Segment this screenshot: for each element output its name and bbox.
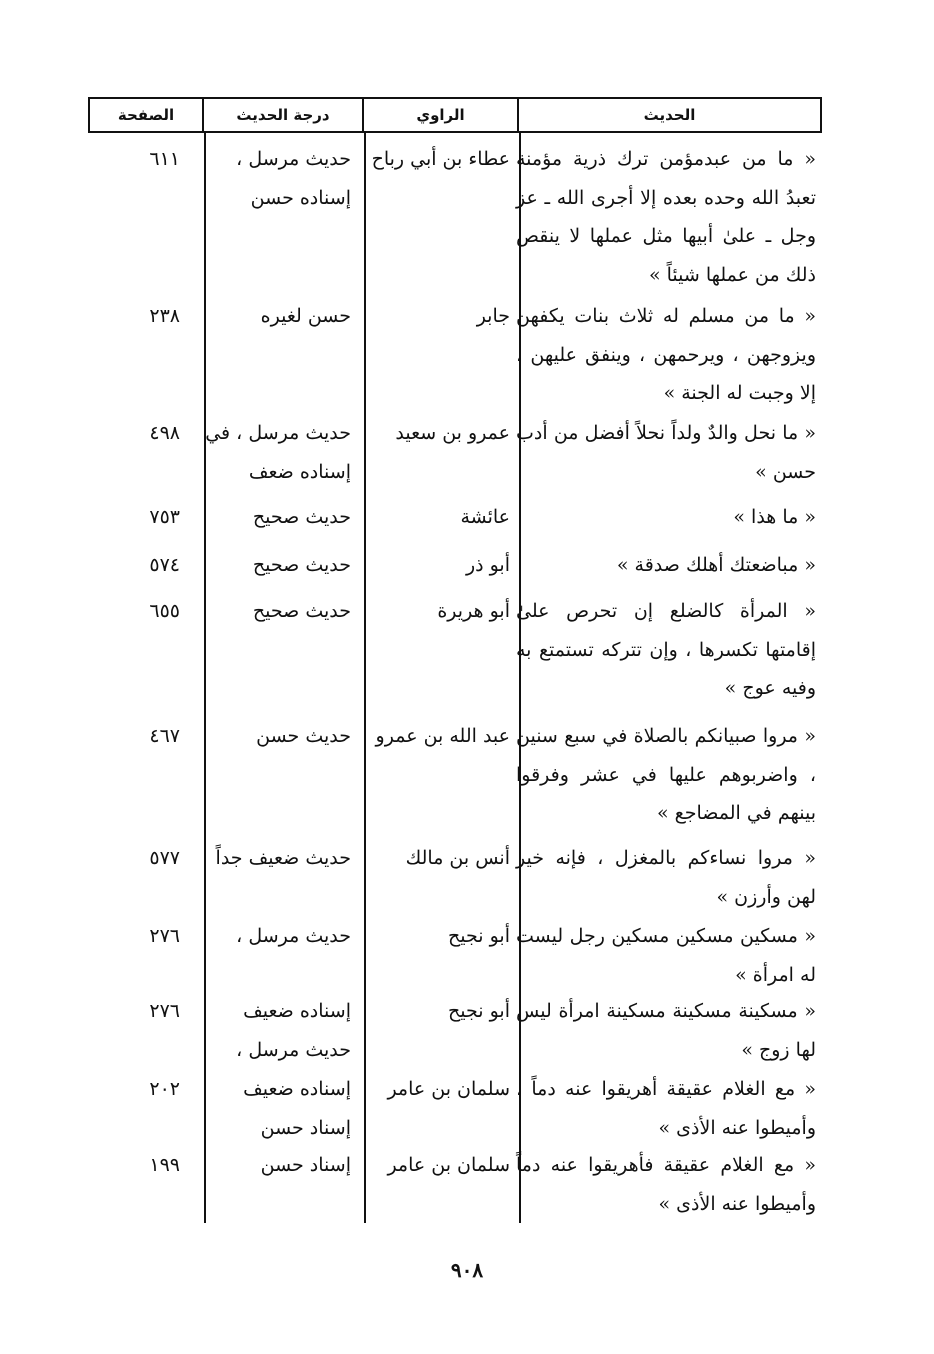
hadith-grade: إسناد حسن <box>260 1154 351 1176</box>
page-number: ٥٧٧ <box>149 847 180 869</box>
hadith-grade: حديث صحيح <box>252 506 351 528</box>
hadith-grade: حديث صحيح <box>252 554 351 576</box>
page-number: ١٩٩ <box>149 1154 180 1176</box>
hadith-text: « مسكين مسكين مسكين رجل ليست له امرأة » <box>516 925 816 986</box>
hadith-grade: إسناده ضعيف إسناد حسن <box>243 1078 351 1139</box>
hadith-grade: حديث مرسل ، إسناده حسن <box>236 148 351 209</box>
page-number: ٢٠٢ <box>149 1078 180 1100</box>
page-number: ٤٦٧ <box>149 725 180 747</box>
hadith-text: « ما من مسلم له ثلاث بنات يكفهن ويزوجهن ، ويرحمهن ، وينفق عليهن ، إلا وجبت له الجنة » <box>516 305 816 404</box>
hadith-text: « ما هذا » <box>733 506 816 528</box>
page-number: ٢٧٦ <box>149 925 180 947</box>
page-number: ٧٥٣ <box>149 506 180 528</box>
narrator: عائشة <box>460 506 510 528</box>
hadith-text: « المرأة كالضلع إن تحرص علىٰ إقامتها تكسرها ، وإن تتركه تستمتع به وفيه عوج » <box>516 600 816 699</box>
hadith-text: « مباضعتك أهلك صدقة » <box>616 554 816 576</box>
column-header-narrator: الراوي <box>362 99 517 131</box>
narrator: عبد الله بن عمرو <box>375 725 510 747</box>
narrator: عطاء بن أبي رباح <box>371 148 510 170</box>
narrator: جابر <box>476 305 510 327</box>
page-number: ٢٧٦ <box>149 1000 180 1022</box>
hadith-text: « ما من عبدمؤمن ترك ذرية مؤمنة تعبدُ الله وحده بعده إلا أجرى الله ـ عز وجل ـ علىٰ أبيها مثل عملها لا ينقص ذلك من عملها شيئاً » <box>516 148 816 286</box>
hadith-grade: حديث ضعيف جداً <box>215 847 351 869</box>
hadith-grade: حديث حسن <box>256 725 351 747</box>
hadith-grade: حديث مرسل ، في إسناده ضعف <box>205 422 351 483</box>
hadith-text: « ما نحل والدٌ ولداً نحلاً أفضل من أدب حسن » <box>516 422 816 483</box>
column-header-page: الصفحة <box>117 106 175 124</box>
narrator: أبو نجيح <box>448 1000 510 1022</box>
hadith-grade: إسناده ضعيف حديث مرسل ، <box>236 1000 351 1061</box>
footer-page-number: ٩٠٨ <box>450 1258 484 1282</box>
narrator: أبو نجيح <box>448 925 510 947</box>
page-number: ٦١١ <box>149 148 180 170</box>
hadith-text: « مروا صبيانكم بالصلاة في سبع سنين ، واضربوهم عليها في عشر وفرقوا بينهم في المضاجع » <box>516 725 816 824</box>
hadith-grade: حسن لغيره <box>260 305 351 327</box>
narrator: أبو ذر <box>465 554 510 576</box>
narrator: أبو هريرة <box>437 600 510 622</box>
narrator: سلمان بن عامر <box>387 1078 510 1100</box>
table-header <box>88 97 822 133</box>
page-number: ٦٥٥ <box>149 600 180 622</box>
narrator: عمرو بن سعيد <box>395 422 510 444</box>
page-number: ٥٧٤ <box>149 554 180 576</box>
narrator: أنس بن مالك <box>405 847 510 869</box>
hadith-grade: حديث صحيح <box>252 600 351 622</box>
hadith-text: « مع الغلام عقيقة فأهريقوا عنه دماً وأميطوا عنه الأذى » <box>516 1154 816 1215</box>
hadith-grade: حديث مرسل ، <box>236 925 351 947</box>
hadith-text: « مسكينة مسكينة مسكينة امرأة ليس لها زوج » <box>516 1000 816 1061</box>
hadith-text: « مع الغلام عقيقة أهريقوا عنه دماً ، وأميطوا عنه الأذى » <box>516 1078 816 1139</box>
page-number: ٢٣٨ <box>149 305 180 327</box>
narrator: سلمان بن عامر <box>387 1154 510 1176</box>
column-header-hadith: الحديث <box>517 99 820 131</box>
hadith-text: « مروا نساءكم بالمغزل ، فإنه خير لهن وأرزن » <box>516 847 816 908</box>
page-number: ٤٩٨ <box>149 422 180 444</box>
column-header-grade: درجة الحديث <box>202 99 362 131</box>
